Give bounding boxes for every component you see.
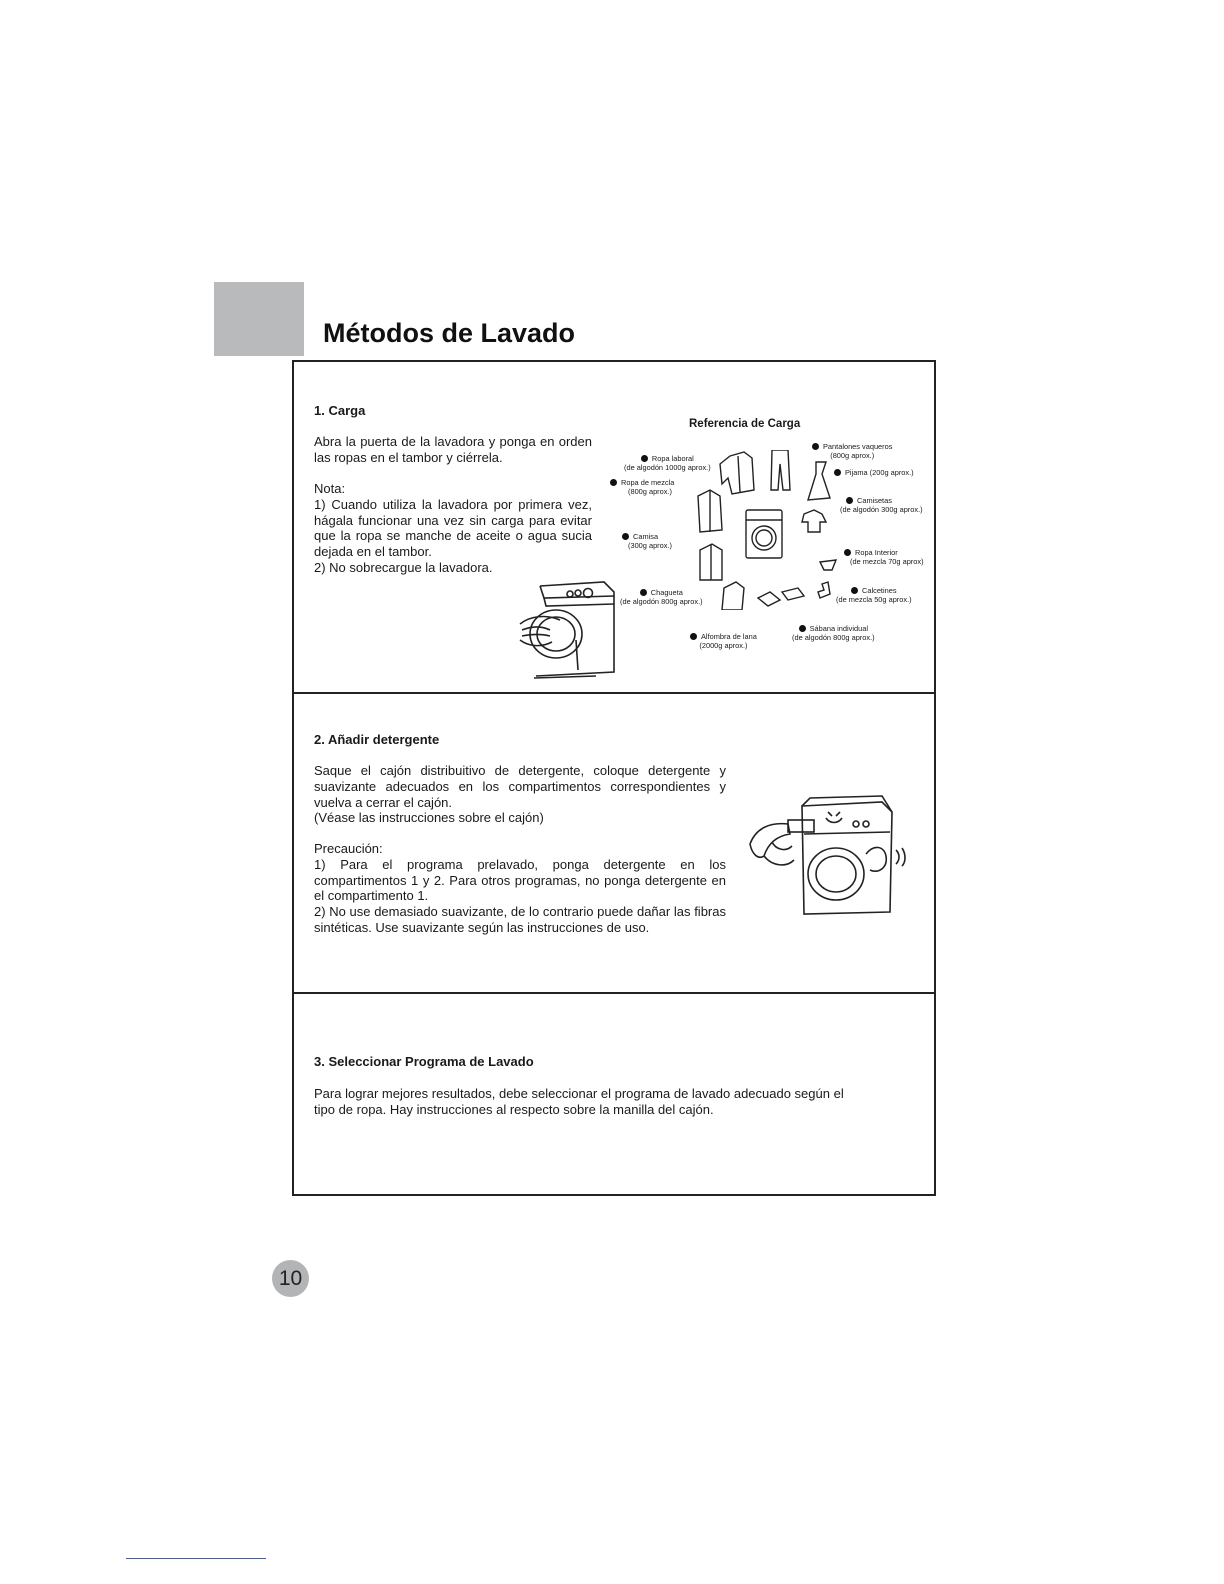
note-item-2: 2) No sobrecargue la lavadora.: [314, 559, 493, 575]
load-item: Calcetines (de mezcla 50g aprox.): [836, 586, 912, 604]
section-detergente: [294, 694, 934, 994]
page-number-badge: 10: [272, 1260, 309, 1297]
bullet-dot-icon: [851, 587, 858, 594]
load-item: Chagueta (de algodón 800g aprox.): [620, 588, 703, 606]
section-heading: 2. Añadir detergente: [314, 732, 440, 747]
bullet-dot-icon: [799, 625, 806, 632]
load-item: Ropa laboral (de algodón 1000g aprox.): [624, 454, 711, 472]
section-programa: [294, 994, 934, 1194]
load-reference-title: Referencia de Carga: [689, 418, 801, 430]
section-heading: 1. Carga: [314, 403, 366, 418]
caution-block: [314, 841, 726, 936]
load-item: Pantalones vaqueros (800g aprox.): [812, 442, 892, 460]
bullet-dot-icon: [834, 469, 841, 476]
paragraph-main: Saque el cajón distribuitivo de detergente, coloque detergente y suavizante adecuados en los compartimentos correspondientes y vuelva a cerrar el cajón.: [314, 763, 726, 810]
load-item: Sábana individual (de algodón 800g aprox.): [792, 624, 875, 642]
bullet-dot-icon: [641, 455, 648, 462]
load-item: Pijama (200g aprox.): [834, 468, 914, 477]
load-item: Camisetas (de algodón 300g aprox.): [840, 496, 923, 514]
paragraph-note: (Véase las instrucciones sobre el cajón): [314, 810, 544, 826]
section-paragraph: [314, 763, 726, 826]
note-label: Nota:: [314, 481, 346, 496]
note-item-1: 1) Cuando utiliza la lavadora por primera vez, hágala funcionar una vez sin carga para evitar que la ropa se manche de aceite o agua sucia dejada en el tambor.: [314, 496, 592, 560]
bullet-dot-icon: [690, 633, 697, 640]
load-item: Ropa de mezcla (800g aprox.): [610, 478, 674, 496]
load-reference-illustration: [690, 450, 850, 610]
footer-link-underline: [126, 1558, 266, 1559]
bullet-dot-icon: [640, 589, 647, 596]
content-frame: [292, 360, 936, 1196]
section-paragraph: Abra la puerta de la lavadora y ponga en orden las ropas en el tambor y ciérrela.: [314, 434, 592, 465]
detergent-drawer-illustration: [746, 794, 906, 920]
section-paragraph: Para lograr mejores resultados, debe seleccionar el programa de lavado adecuado según el tipo de ropa. Hay instrucciones al respecto sobre la manilla del cajón.: [314, 1086, 844, 1117]
bullet-dot-icon: [812, 443, 819, 450]
caution-item-2: 2) No use demasiado suavizante, de lo contrario puede dañar las fibras sintéticas. Use suavizante según las instrucciones de uso.: [314, 904, 726, 935]
bullet-dot-icon: [610, 479, 617, 486]
load-item: Camisa (300g aprox.): [622, 532, 672, 550]
load-item: Alfombra de lana (2000g aprox.): [690, 632, 757, 650]
note-block: [314, 481, 592, 576]
washer-loading-illustration: [516, 580, 618, 680]
section-heading: 3. Seleccionar Programa de Lavado: [314, 1054, 534, 1069]
bullet-dot-icon: [844, 549, 851, 556]
load-item: Ropa Interior (de mezcla 70g aprox): [844, 548, 924, 566]
bullet-dot-icon: [846, 497, 853, 504]
caution-item-1: 1) Para el programa prelavado, ponga detergente en los compartimentos 1 y 2. Para otros programas, no ponga detergente en el compartimento 1.: [314, 856, 726, 904]
header-gray-tab: [214, 282, 304, 356]
section-carga: [294, 362, 934, 694]
caution-label: Precaución:: [314, 841, 383, 856]
bullet-dot-icon: [622, 533, 629, 540]
page-title: Métodos de Lavado: [323, 318, 576, 348]
